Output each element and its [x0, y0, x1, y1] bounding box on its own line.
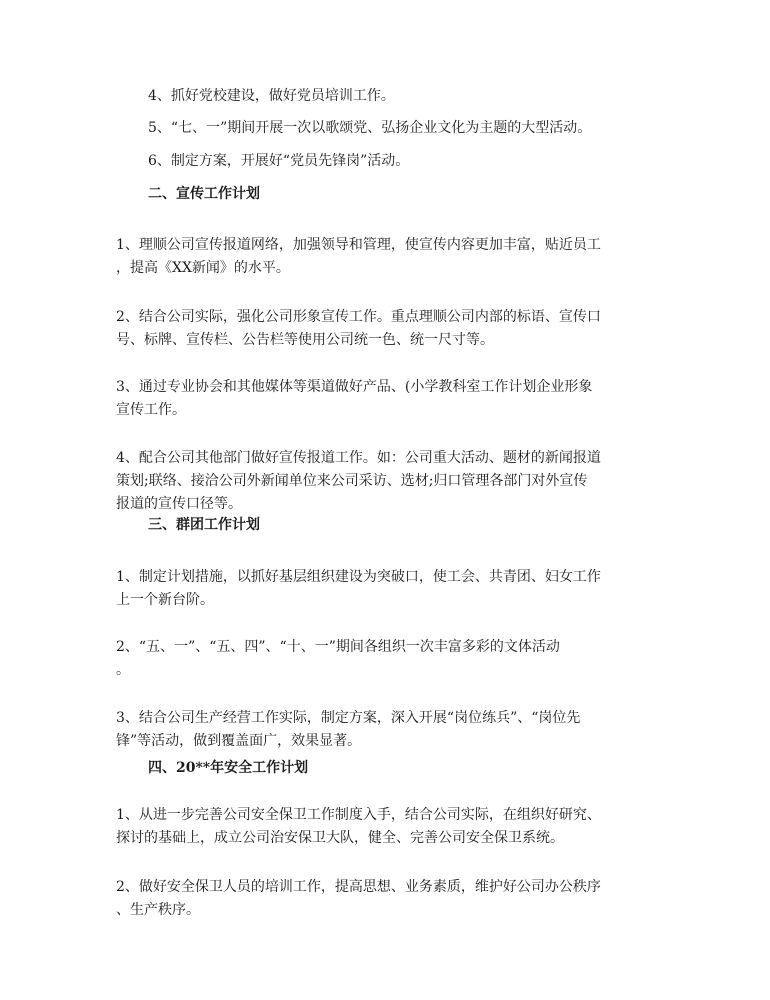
- paragraph-line: 3、通过专业协会和其他媒体等渠道做好产品、(小学教科室工作计划企业形象: [116, 379, 593, 395]
- section-heading: 四、20**年安全工作计划: [148, 760, 309, 776]
- paragraph-line: 宣传工作。: [116, 402, 186, 418]
- section-heading: 三、群团工作计划: [148, 517, 260, 533]
- list-item: 6、制定方案，开展好“党员先锋岗”活动。: [148, 153, 410, 169]
- paragraph-line: 号、标牌、宣传栏、公告栏等使用公司统一色、统一尺寸等。: [116, 332, 494, 348]
- paragraph-line: 1、制定计划措施，以抓好基层组织建设为突破口，使工会、共青团、妇女工作: [116, 569, 601, 585]
- paragraph-line: 报道的宣传口径等。: [116, 496, 242, 512]
- paragraph-line: 。: [116, 662, 130, 678]
- paragraph-line: 2、结合公司实际，强化公司形象宣传工作。重点理顺公司内部的标语、宣传口: [116, 309, 601, 325]
- paragraph-line: 、生产秩序。: [116, 902, 200, 918]
- paragraph-line: 2、“五、一”、“五、四”、“十、一”期间各组织一次丰富多彩的文体活动: [116, 639, 560, 655]
- section-heading: 二、宣传工作计划: [148, 186, 260, 202]
- list-item: 4、抓好党校建设，做好党员培训工作。: [148, 88, 395, 104]
- paragraph-line: 上一个新台阶。: [116, 592, 214, 608]
- paragraph-line: 1、理顺公司宣传报道网络，加强领导和管理，使宣传内容更加丰富，贴近员工: [116, 237, 601, 253]
- paragraph-line: 1、从进一步完善公司安全保卫工作制度入手，结合公司实际，在组织好研究、: [116, 807, 601, 823]
- paragraph-line: 2、做好安全保卫人员的培训工作，提高思想、业务素质，维护好公司办公秩序: [116, 879, 601, 895]
- paragraph-line: 3、结合公司生产经营工作实际，制定方案，深入开展“岗位练兵”、“岗位先: [116, 710, 581, 726]
- paragraph-line: ，提高《XX新闻》的水平。: [116, 260, 290, 276]
- paragraph-line: 锋”等活动，做到覆盖面广，效果显著。: [116, 733, 362, 749]
- paragraph-line: 策划;联络、接洽公司外新闻单位来公司采访、选材;归口管理各部门对外宣传: [116, 473, 588, 489]
- list-item: 5、“七、一”期间开展一次以歌颂党、弘扬企业文化为主题的大型活动。: [148, 120, 592, 136]
- paragraph-line: 探讨的基础上，成立公司治安保卫大队，健全、完善公司安全保卫系统。: [116, 830, 564, 846]
- paragraph-line: 4、配合公司其他部门做好宣传报道工作。如：公司重大活动、题材的新闻报道: [116, 450, 601, 466]
